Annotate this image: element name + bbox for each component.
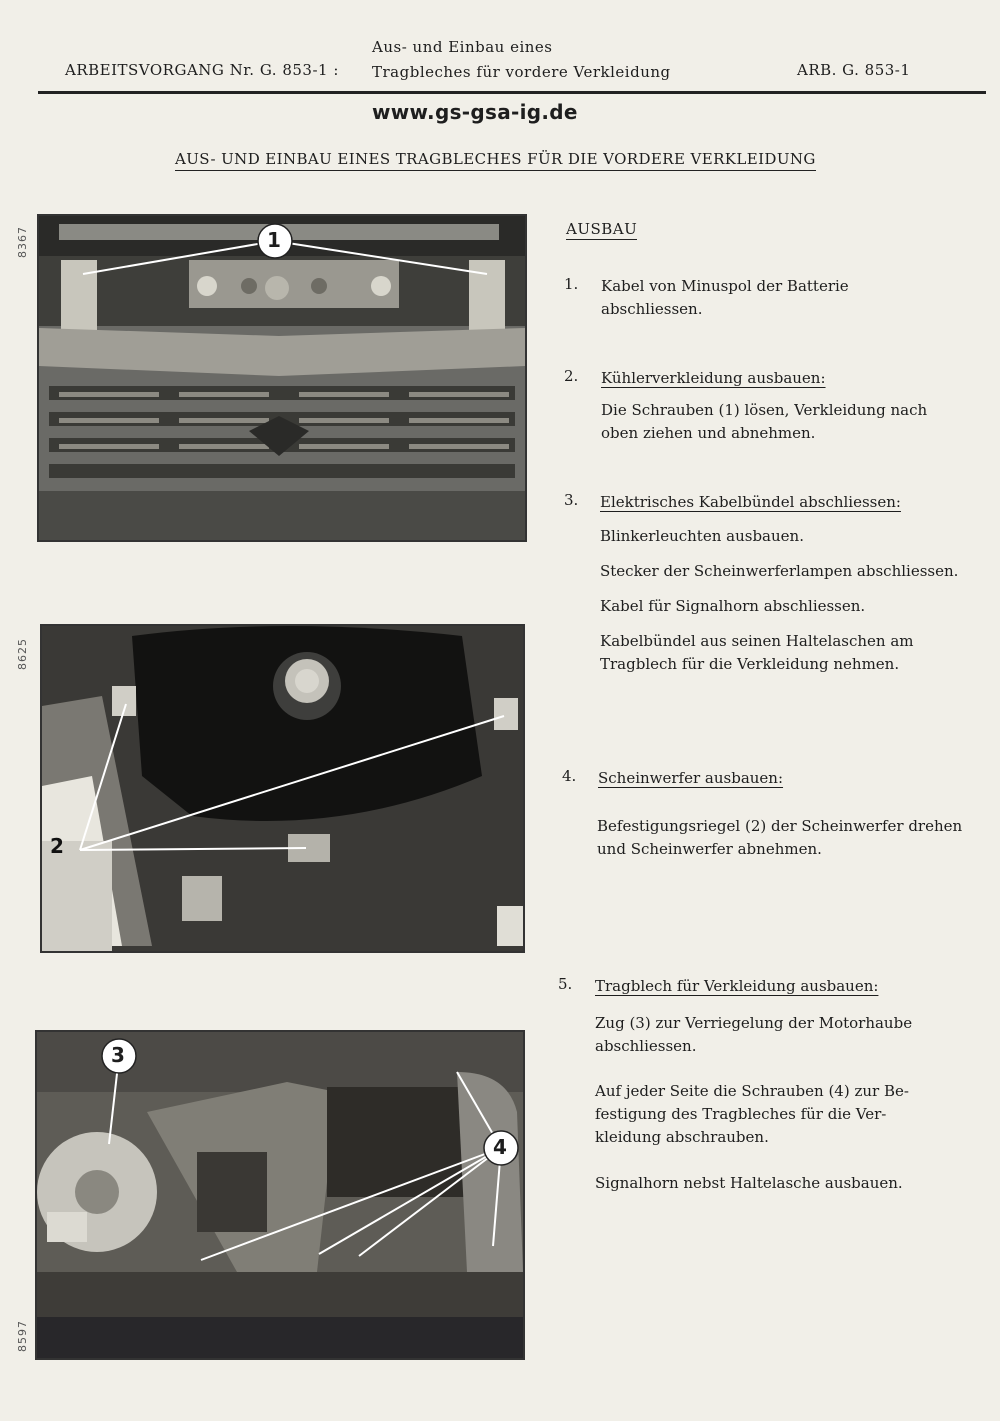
header-title-line2: Tragbleches für vordere Verkleidung [372, 63, 671, 81]
step-5-para-2 [595, 1080, 909, 1149]
step-2-text [601, 399, 927, 445]
header-divider [38, 91, 986, 94]
figure-1-photo [37, 214, 527, 542]
step-5-para-2-line-2: festigung des Tragbleches für die Ver- [595, 1105, 887, 1123]
website-url[interactable]: www.gs-gsa-ig.de [372, 100, 578, 124]
step-4-number: 4. [562, 767, 577, 785]
step-4-line-2: und Scheinwerfer abnehmen. [597, 840, 822, 858]
step-2-number: 2. [564, 367, 579, 385]
step-5-para-2-line-1: Auf jeder Seite die Schrauben (4) zur Be- [595, 1082, 909, 1100]
step-5-para-1-line-2: abschliessen. [595, 1037, 697, 1055]
step-3-para-2: Stecker der Scheinwerferlampen abschliessen. [600, 562, 959, 580]
page-title: AUS- UND EINBAU EINES TRAGBLECHES FÜR DIE VORDERE VERKLEIDUNG [175, 150, 816, 171]
step-5-para-1-line-1: Zug (3) zur Verriegelung der Motorhaube [595, 1014, 913, 1032]
step-3-heading: Elektrisches Kabelbündel abschliessen: [600, 493, 901, 511]
section-heading-ausbau: AUSBAU [566, 220, 638, 238]
step-3-para-4-line-1: Kabelbündel aus seinen Haltelaschen am [600, 632, 914, 650]
figure-2-code: 8625 [16, 638, 29, 670]
step-1-line-1: Kabel von Minuspol der Batterie [601, 277, 849, 295]
callout-1: 1 [267, 228, 281, 252]
step-5-para-2-line-3: kleidung abschrauben. [595, 1128, 769, 1146]
step-1-line-2: abschliessen. [601, 300, 703, 318]
callout-2: 2 [50, 834, 64, 858]
step-1-number: 1. [564, 275, 579, 293]
step-3-para-4 [600, 630, 914, 676]
step-5-number: 5. [558, 975, 573, 993]
step-2-heading: Kühlerverkleidung ausbauen: [601, 369, 826, 387]
figure-1-code: 8367 [16, 226, 29, 258]
step-1-text [601, 275, 849, 321]
step-4-heading: Scheinwerfer ausbauen: [598, 769, 784, 787]
step-5-para-1 [595, 1012, 912, 1058]
figure-2-photo [40, 624, 525, 953]
step-3-number: 3. [564, 491, 579, 509]
step-3-para-1: Blinkerleuchten ausbauen. [600, 527, 804, 545]
step-4-line-1: Befestigungsriegel (2) der Scheinwerfer drehen [597, 817, 963, 835]
callout-3: 3 [111, 1043, 125, 1067]
figure-3-photo [35, 1030, 525, 1360]
step-5-para-3: Signalhorn nebst Haltelasche ausbauen. [595, 1174, 903, 1192]
step-3-para-3: Kabel für Signalhorn abschliessen. [600, 597, 866, 615]
step-5-heading: Tragblech für Verkleidung ausbauen: [595, 977, 879, 995]
header-arb-number: ARB. G. 853-1 [797, 61, 911, 79]
step-2-line-1: Die Schrauben (1) lösen, Verkleidung nach [601, 401, 928, 419]
header-operation-number: ARBEITSVORGANG Nr. G. 853-1 : [65, 61, 339, 79]
header-title-line1: Aus- und Einbau eines [372, 38, 553, 56]
callout-4: 4 [493, 1135, 507, 1159]
figure-3-code: 8597 [16, 1320, 29, 1352]
step-2-line-2: oben ziehen und abnehmen. [601, 424, 816, 442]
step-3-para-4-line-2: Tragblech für die Verkleidung nehmen. [600, 655, 900, 673]
step-4-text [597, 815, 962, 861]
